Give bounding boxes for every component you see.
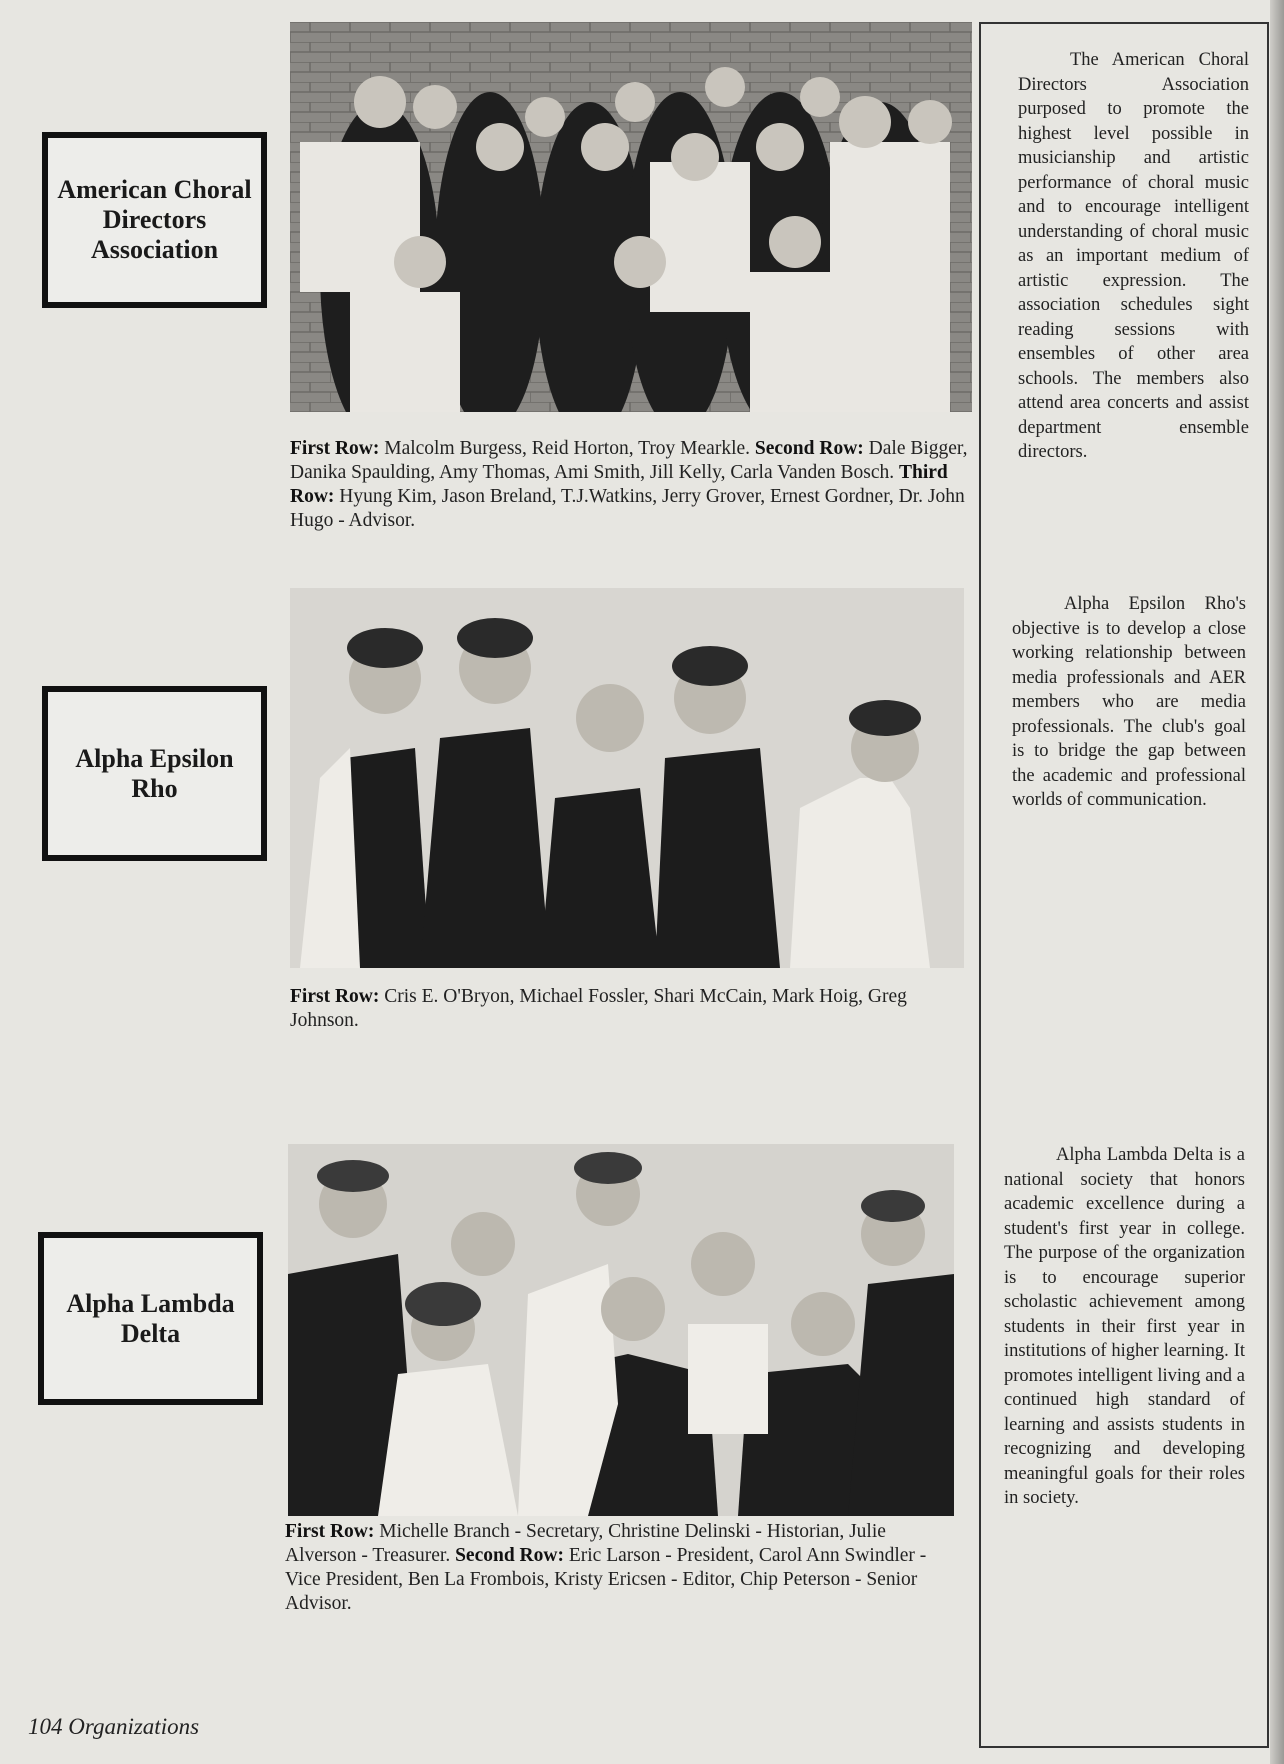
section-title-acda: American Choral Directors Association — [42, 132, 267, 308]
caption-row-names: Dale Bigger, Danika Spaulding, Amy Thomas, Ami Smith, Jill Kelly, Carla Vanden Bosch. — [290, 438, 968, 483]
caption-row-label: First Row: — [290, 438, 380, 459]
description-aer: Alpha Epsilon Rho's objective is to develop a close working relationship between media professionals and AER members who are media professionals. The club's goal is to bridge the gap between the academic and professional worlds of communication. — [1012, 594, 1246, 810]
caption-row-label: Second Row: — [754, 438, 864, 459]
caption-row-names: Michelle Branch - Secretary, Christine Delinski - Historian, Julie Alverson - Treasurer. — [285, 1521, 886, 1566]
group-photo-aer — [290, 588, 964, 968]
group-photo-acda — [290, 22, 972, 412]
section-title-aer: Alpha Epsilon Rho — [42, 686, 267, 861]
caption-row-names: Cris E. O'Bryon, Michael Fossler, Shari McCain, Mark Hoig, Greg Johnson. — [290, 986, 907, 1031]
caption-acda — [290, 437, 970, 533]
caption-row-label: First Row: — [290, 986, 380, 1007]
description-ald: Alpha Lambda Delta is a national society that honors academic excellence during a student's first year in college. The purpose of the organization is to encourage superior scholastic achievement among students in their first year in institutions of higher learning. It promotes intelligent living and a continued high standard of learning and assists students in recognizing and developing meaningful goals for their roles in society. — [1004, 1145, 1245, 1508]
caption-row-label: Second Row: — [455, 1545, 564, 1566]
page-edge-shadow — [1270, 0, 1284, 1764]
caption-row-label: First Row: — [285, 1521, 375, 1542]
caption-aer — [290, 985, 960, 1033]
caption-row-label: Third Row: — [290, 462, 948, 507]
caption-row-names: Hyung Kim, Jason Breland, T.J.Watkins, Jerry Grover, Ernest Gordner, Dr. John Hugo - Advisor. — [290, 486, 965, 531]
description-acda: The American Choral Directors Association purposed to promote the highest level possible in musicianship and artistic performance of choral music and to encourage intelligent understanding of choral music as an important medium of artistic expression. The association schedules sight reading sessions with ensembles of other area schools. The members also attend area concerts and assist department ensemble directors. — [1018, 50, 1249, 462]
page-footer: 104 Organizations — [28, 1714, 200, 1739]
section-title-ald: Alpha Lambda Delta — [38, 1232, 263, 1405]
caption-ald — [285, 1520, 955, 1616]
caption-row-names: Malcolm Burgess, Reid Horton, Troy Mearkle. — [379, 438, 755, 459]
group-photo-ald — [288, 1144, 954, 1516]
caption-row-names: Eric Larson - President, Carol Ann Swindler - Vice President, Ben La Frombois, Kristy Ericsen - Editor, Chip Peterson - Senior Advisor. — [285, 1545, 927, 1614]
